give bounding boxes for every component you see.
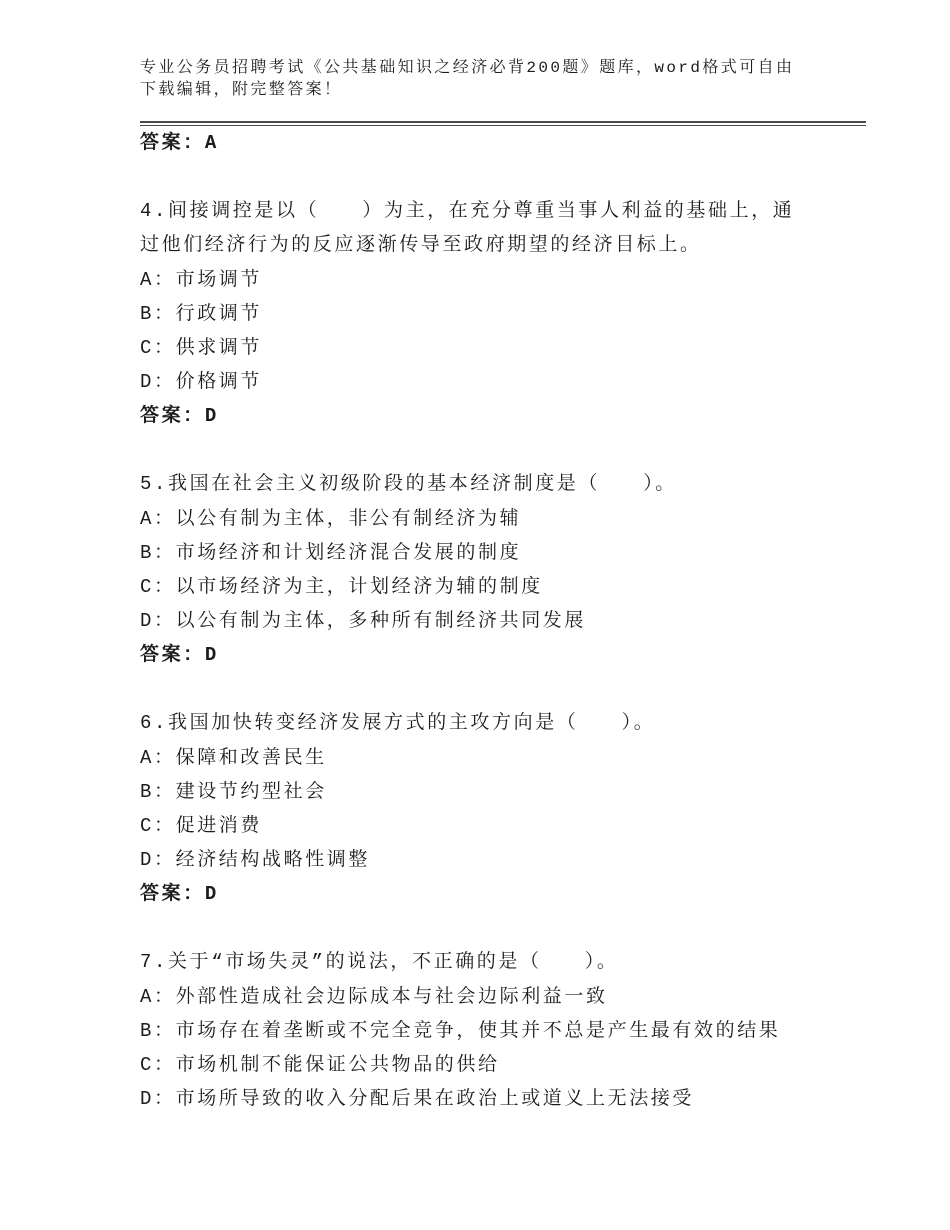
option-d: D：经济结构战略性调整 xyxy=(140,848,371,871)
option-c: C：市场机制不能保证公共物品的供给 xyxy=(140,1053,500,1076)
question-stem-line: 4.间接调控是以（ ）为主，在充分尊重当事人利益的基础上，通 xyxy=(140,200,795,223)
option-d: D：市场所导致的收入分配后果在政治上或道义上无法接受 xyxy=(140,1087,695,1110)
answer-label: 答案： xyxy=(140,883,205,906)
document-header xyxy=(140,57,866,101)
question-4 xyxy=(140,194,866,433)
question-stem-line: 5.我国在社会主义初级阶段的基本经济制度是（ ）。 xyxy=(140,473,677,496)
header-line: 下载编辑，附完整答案！ xyxy=(140,81,343,99)
option-d: D：价格调节 xyxy=(140,370,263,393)
answer-label: 答案： xyxy=(140,644,205,667)
answer-value: D xyxy=(204,405,219,428)
header-line: 专业公务员招聘考试《公共基础知识之经济必背200题》题库，word格式可自由 xyxy=(140,59,795,77)
question-5 xyxy=(140,467,866,672)
answer-value: A xyxy=(204,132,219,154)
option-a: A：市场调节 xyxy=(140,268,263,291)
document-content xyxy=(140,57,866,1116)
option-a: A：以公有制为主体，非公有制经济为辅 xyxy=(140,507,522,530)
option-c: C：供求调节 xyxy=(140,336,263,359)
option-d: D：以公有制为主体，多种所有制经济共同发展 xyxy=(140,609,587,632)
question-6 xyxy=(140,706,866,911)
answer-line xyxy=(140,126,866,160)
option-a: A：外部性造成社会边际成本与社会边际利益一致 xyxy=(140,985,608,1008)
option-c: C：促进消费 xyxy=(140,814,263,837)
answer-line xyxy=(140,399,866,433)
option-b: B：建设节约型社会 xyxy=(140,780,327,803)
option-b: B：市场存在着垄断或不完全竞争，使其并不总是产生最有效的结果 xyxy=(140,1019,781,1042)
question-stem-line: 6.我国加快转变经济发展方式的主攻方向是（ ）。 xyxy=(140,712,656,735)
option-b: B：市场经济和计划经济混合发展的制度 xyxy=(140,541,522,564)
question-stem-line: 7.关于“市场失灵”的说法，不正确的是（ ）。 xyxy=(140,951,619,974)
answer-line xyxy=(140,877,866,911)
option-b: B：行政调节 xyxy=(140,302,263,325)
answer-value: D xyxy=(204,644,219,667)
answer-label: 答案： xyxy=(140,132,205,154)
answer-line xyxy=(140,638,866,672)
option-a: A：保障和改善民生 xyxy=(140,746,327,769)
option-c: C：以市场经济为主，计划经济为辅的制度 xyxy=(140,575,543,598)
question-stem-line: 过他们经济行为的反应逐渐传导至政府期望的经济目标上。 xyxy=(140,234,702,257)
answer-value: D xyxy=(204,883,219,906)
question-7 xyxy=(140,945,866,1116)
answer-label: 答案： xyxy=(140,405,205,428)
